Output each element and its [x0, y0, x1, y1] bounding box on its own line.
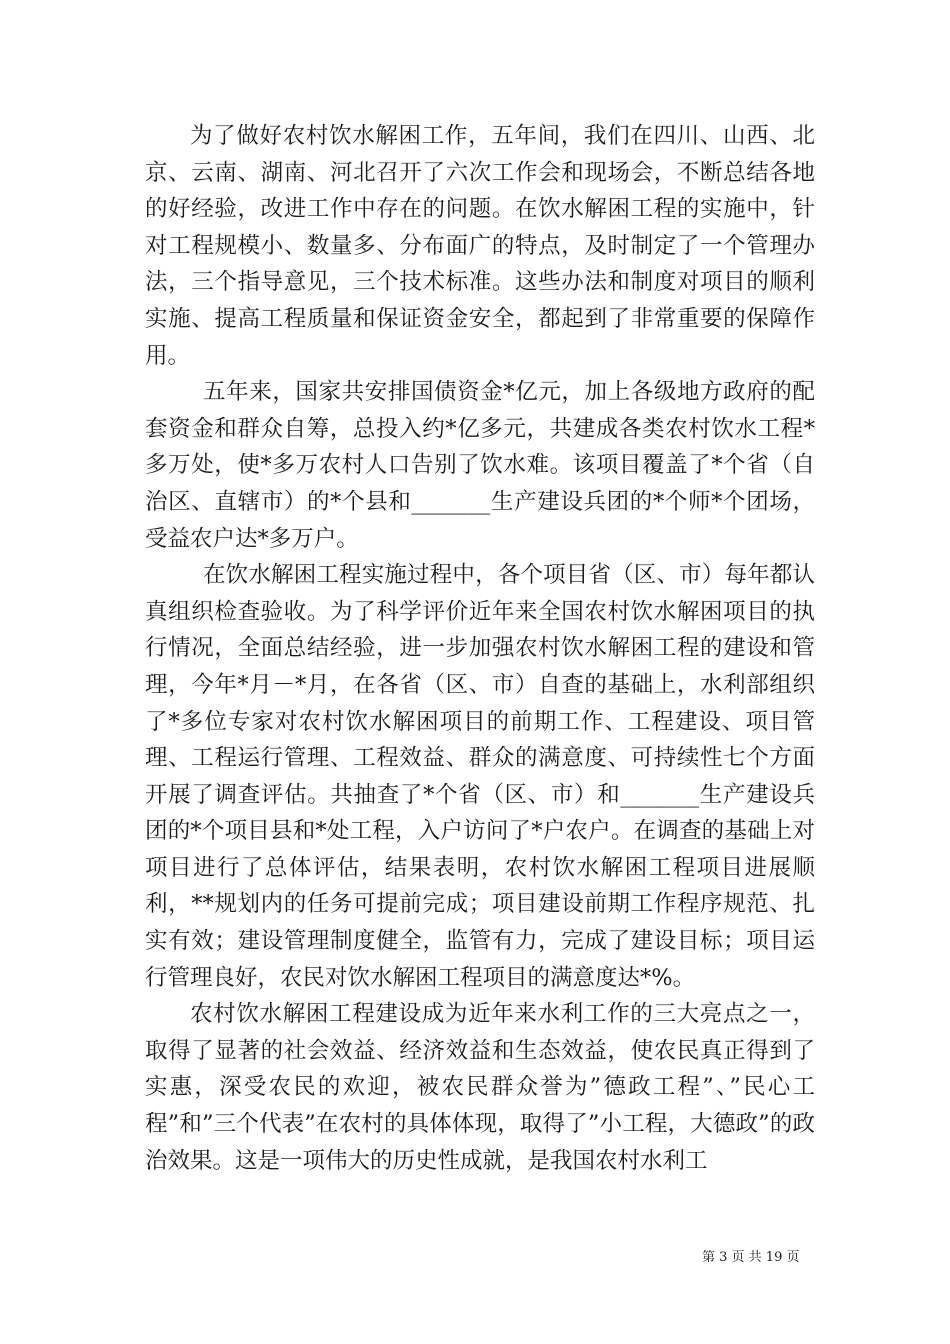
- paragraph-4: 农村饮水解困工程建设成为近年来水利工作的三大亮点之一，取得了显著的社会效益、经济效益和生态效益，使农民真正得到了实惠，深受农民的欢迎，被农民群众誉为”德政工程”、”民心工程”和”三个代表”在农村的具体体现，取得了”小工程，大德政”的政治效果。这是一项伟大的历史性成就，是我国农村水利工: [145, 1001, 815, 1174]
- paragraph-1: 为了做好农村饮水解困工作，五年间，我们在四川、山西、北京、云南、湖南、河北召开了六次工作会和现场会，不断总结各地的好经验，改进工作中存在的问题。在饮水解困工程的实施中，针对工程规模小、数量多、分布面广的特点，及时制定了一个管理办法，三个指导意见，三个技术标准。这些办法和制度对项目的顺利实施、提高工程质量和保证资金安全，都起到了非常重要的保障作用。: [145, 123, 815, 369]
- page-number: 第 3 页 共 19 页: [702, 1250, 800, 1265]
- paragraph-3: 在饮水解困工程实施过程中，各个项目省（区、市）每年都认真组织检查验收。为了科学评价近年来全国农村饮水解困项目的执行情况，全面总结经验，进一步加强农村饮水解困工程的建设和管理，今年*月－*月，在各省（区、市）自查的基础上，水利部组织了*多位专家对农村饮水解困项目的前期工作、工程建设、项目管理、工程运行管理、工程效益、群众的满意度、可持续性七个方面开展了调查评估。共抽查了*个省（区、市）和_______生产建设兵团的*个项目县和*处工程，入户访问了*户农户。在调查的基础上对项目进行了总体评估，结果表明，农村饮水解困工程项目进展顺利，**规划内的任务可提前完成；项目建设前期工作程序规范、扎实有效；建设管理制度健全，监管有力，完成了建设目标；项目运行管理良好，农民对饮水解困工程项目的满意度达*%。: [145, 562, 815, 991]
- paragraph-2: 五年来，国家共安排国债资金*亿元，加上各级地方政府的配套资金和群众自筹，总投入约*亿多元，共建成各类农村饮水工程*多万处，使*多万农村人口告别了饮水难。该项目覆盖了*个省（自治区、直辖市）的*个县和_______生产建设兵团的*个师*个团场，受益农户达*多万户。: [145, 379, 815, 552]
- document-body: [145, 118, 815, 1179]
